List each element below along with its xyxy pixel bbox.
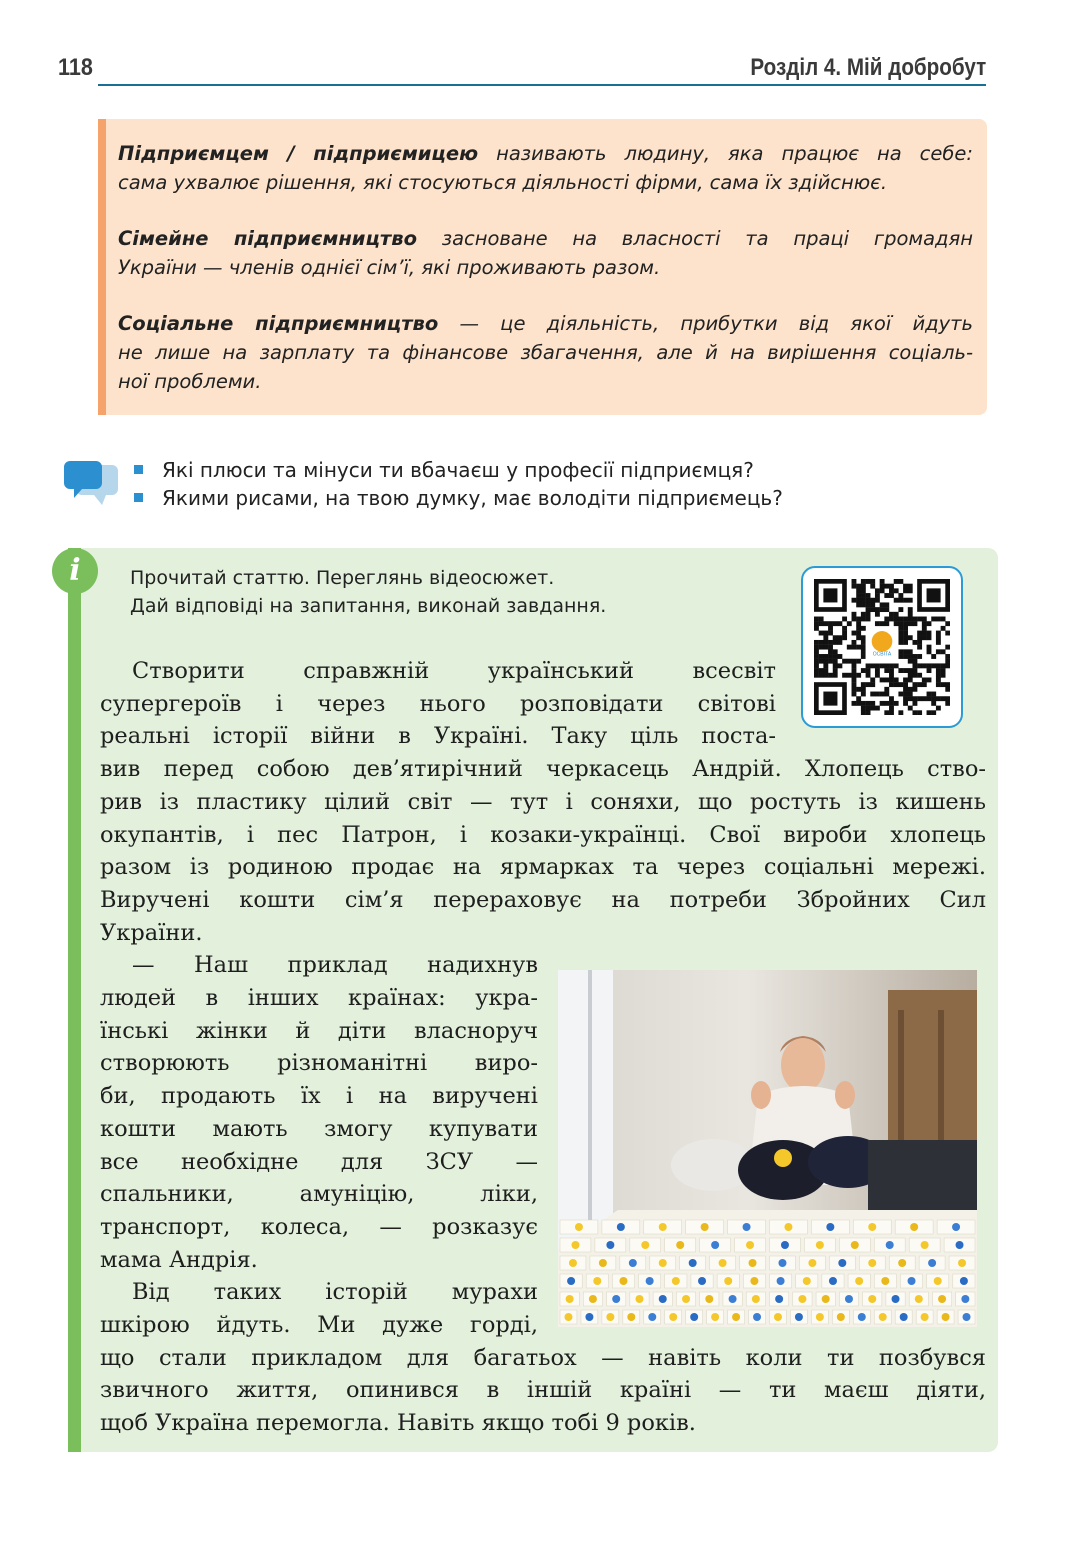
definition-entrepreneur: Підприємцем / підприємицею називають людину, яка працює на себе: сама ухвалює рішення, які стосуються діяльності фірми, сама їх здійснює. <box>118 142 973 194</box>
article-line: мама Андрія. <box>100 1246 258 1273</box>
article-line: щоб Україна перемогла. Навіть якщо тобі 9 років. <box>100 1410 696 1437</box>
article-line: що стали прикладом для багатьох — навіть коли ти позбувся <box>100 1344 986 1371</box>
article-line: України. <box>100 919 203 946</box>
list-item: Які плюси та мінуси ти вбачаєш у професії підприємця? <box>130 456 930 484</box>
article-line: спальники, амуніцію, ліки, <box>100 1181 538 1208</box>
article-line: шкірою йдуть. Ми дуже горді, <box>100 1312 538 1339</box>
article-photo <box>558 970 977 1327</box>
article-line: супергероїв і через нього розповідати світові <box>100 690 776 717</box>
info-icon: i <box>52 548 98 594</box>
definition-term: Соціальне підприємництво <box>118 312 439 335</box>
task-instructions: Прочитай статтю. Переглянь відеосюжет. Дай відповіді на запитання, виконай завдання. <box>130 567 607 617</box>
chapter-title: Розділ 4. Мій добробут <box>750 54 986 81</box>
article-line: вив перед собою дев’ятирічний черкасець Андрій. Хлопець ство- <box>100 756 986 783</box>
article-line: звичного життя, опинився в іншій країні — ти маєш діяти, <box>100 1377 986 1404</box>
definition-family-business: Сімейне підприємництво засноване на власності та праці громадян України — членів однієї сім’ї, які проживають разом. <box>118 227 973 279</box>
discussion-questions <box>130 456 930 512</box>
article-line: все необхідне для ЗСУ — <box>100 1148 538 1175</box>
page-number: 118 <box>58 54 93 81</box>
header-divider <box>98 84 986 86</box>
article-line: реальні історії війни в Україні. Таку ціль поста- <box>100 723 776 750</box>
bullet-icon <box>134 493 143 502</box>
definition-term: Сімейне підприємництво <box>118 227 417 250</box>
article-line: транспорт, колеса, — розказує <box>100 1213 538 1240</box>
article-line: Від таких історій мурахи <box>132 1279 538 1306</box>
bullet-icon <box>134 465 143 474</box>
article-line: їнські жінки й діти власноруч <box>100 1017 538 1044</box>
article-line: разом із родиною продає на ярмарках та через соціальні мережі. <box>100 854 986 881</box>
article-line: кошти мають змогу купувати <box>100 1115 538 1142</box>
article-line: створюють різноманітні виро- <box>100 1050 538 1077</box>
article-line: Створити справжній український всесвіт <box>132 658 776 684</box>
article-line: — Наш приклад надихнув <box>132 952 538 979</box>
article-line: рив із пластику цілий світ — тут і соняхи, що ростуть із кишень <box>100 788 986 815</box>
definition-social-business: Соціальне підприємництво — це діяльність, прибутки від якої йдуть не лише на зарплату та фінансове збагачення, але й на вирішення соціаль- ної проблеми. <box>118 312 973 393</box>
article-line: людей в інших країнах: укра- <box>100 985 538 1012</box>
qr-logo-label: ОСВІТА <box>872 651 892 658</box>
article-line: би, продають їх і на виручені <box>100 1083 538 1110</box>
article-line: Виручені кошти сім’я перераховує на потреби Збройних Сил <box>100 886 986 913</box>
discussion-icon <box>64 459 120 509</box>
definition-term: Підприємцем / підприємицею <box>118 142 479 165</box>
list-item: Якими рисами, на твою думку, має володіти підприємець? <box>130 484 930 512</box>
article-line: окупантів, і пес Патрон, і козаки-українці. Свої вироби хлопець <box>100 821 986 848</box>
definitions-box <box>98 119 987 415</box>
